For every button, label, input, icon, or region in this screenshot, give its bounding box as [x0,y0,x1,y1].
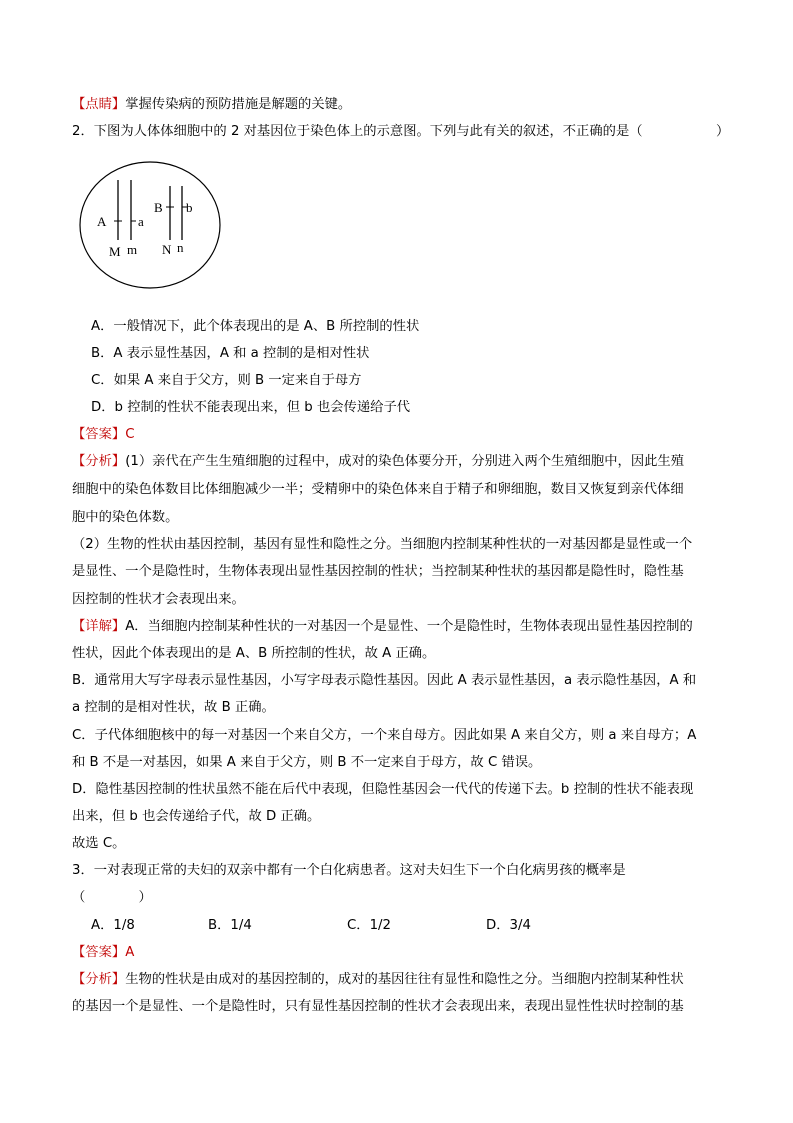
q2-detail-line: 和 B 不是一对基因，如果 A 来自于父方，则 B 不一定来自于母方，故 C 错误。 [72,755,542,770]
q3-analysis-line: 的基因一个是显性、一个是隐性时，只有显性基因控制的性状才会表现出来，表现出显性性状时控制的基 [72,999,684,1014]
label-b: b [186,200,193,215]
q2-chromosome-diagram [78,160,222,290]
q3-answer [72,944,134,962]
q3-analysis-tag: 【分析】 [72,972,126,987]
q2-detail-line: B．通常用大写字母表示显性基因，小写字母表示隐性基因。因此 A 表示显性基因，a 表示隐性基因，A 和 [72,673,697,688]
q2-detail-tag: 【详解】 [72,619,126,634]
q2-analysis-line: （2）生物的性状由基因控制，基因有显性和隐性之分。当细胞内控制某种性状的一对基因都是显性或一个 [72,537,693,552]
q2-answer-tag: 【答案】 [72,427,126,442]
label-B: B [154,200,163,215]
q2-detail-line: D．隐性基因控制的性状虽然不能在后代中表现，但隐性基因会一代代的传递下去。b 控制的性状不能表现 [72,782,694,797]
q3-answer-tag: 【答案】 [72,945,126,960]
q2-analysis-line: 胞中的染色体数。 [72,510,179,525]
q3-analysis-text: 生物的性状是由成对的基因控制的，成对的基因往往有显性和隐性之分。当细胞内控制某种性状 [125,972,684,987]
q3-paren: （ ） [72,890,152,905]
q2-detail-line: C．子代体细胞核中的每一对基因一个来自父方，一个来自母方。因此如果 A 来自父方，则 a 来自母方；A [72,728,697,743]
q3-option-d: D．3/4 [486,918,531,933]
label-M: M [109,244,121,259]
q3-option-b: B．1/4 [208,918,252,933]
label-m: m [127,242,138,257]
q2-detail-line: 性状，因此个体表现出的是 A、B 所控制的性状，故 A 正确。 [72,646,436,661]
q3-option-a: A．1/8 [91,918,135,933]
q2-analysis-line: 因控制的性状才会表现出来。 [72,592,245,607]
q2-answer [72,426,134,444]
q2-paren-close: ） [716,124,730,139]
q2-option-c: C．如果 A 来自于父方，则 B 一定来自于母方 [91,373,362,388]
q2-analysis-line: 是显性、一个是隐性时，生物体表现出显性基因控制的性状；当控制某种性状的基因都是隐性时，隐性基 [72,564,684,579]
label-N: N [162,242,172,257]
q2-answer-value: C [125,427,135,442]
q2-option-d: D．b 控制的性状不能表现出来，但 b 也会传递给子代 [91,400,411,415]
label-a: a [138,214,144,229]
q3-analysis-line [72,971,684,989]
q2-detail-line: 出来，但 b 也会传递给子代，故 D 正确。 [72,809,321,824]
q2-analysis-tag: 【分析】 [72,454,126,469]
q2-detail-text: A．当细胞内控制某种性状的一对基因一个是显性、一个是隐性时，生物体表现出显性基因控制的 [125,619,693,634]
q2-analysis-line: 细胞中的染色体数目比体细胞减少一半；受精卵中的染色体来自于精子和卵细胞，数目又恢复到亲代体细 [72,482,684,497]
label-A: A [97,214,107,229]
tip-tag: 【点睛】 [72,97,126,112]
q2-detail-line: a 控制的是相对性状，故 B 正确。 [72,700,275,715]
q2-analysis-line [72,453,684,471]
label-n: n [177,240,184,255]
q3-option-c: C．1/2 [347,918,391,933]
tip-line [72,96,351,114]
q2-detail-line: 故选 C。 [72,836,126,851]
q2-detail-line [72,618,693,636]
q2-stem: 2．下图为人体体细胞中的 2 对基因位于染色体上的示意图。下列与此有关的叙述，不正确的是（ [72,124,643,139]
q2-option-b: B．A 表示显性基因，A 和 a 控制的是相对性状 [91,346,370,361]
q2-option-a: A．一般情况下，此个体表现出的是 A、B 所控制的性状 [91,319,420,334]
q3-stem: 3．一对表现正常的夫妇的双亲中都有一个白化病患者。这对夫妇生下一个白化病男孩的概率是 [72,863,626,878]
q2-analysis-text: (1）亲代在产生生殖细胞的过程中，成对的染色体要分开，分别进入两个生殖细胞中，因此生殖 [125,454,685,469]
tip-text: 掌握传染病的预防措施是解题的关键。 [125,97,352,112]
q3-answer-value: A [125,945,135,960]
